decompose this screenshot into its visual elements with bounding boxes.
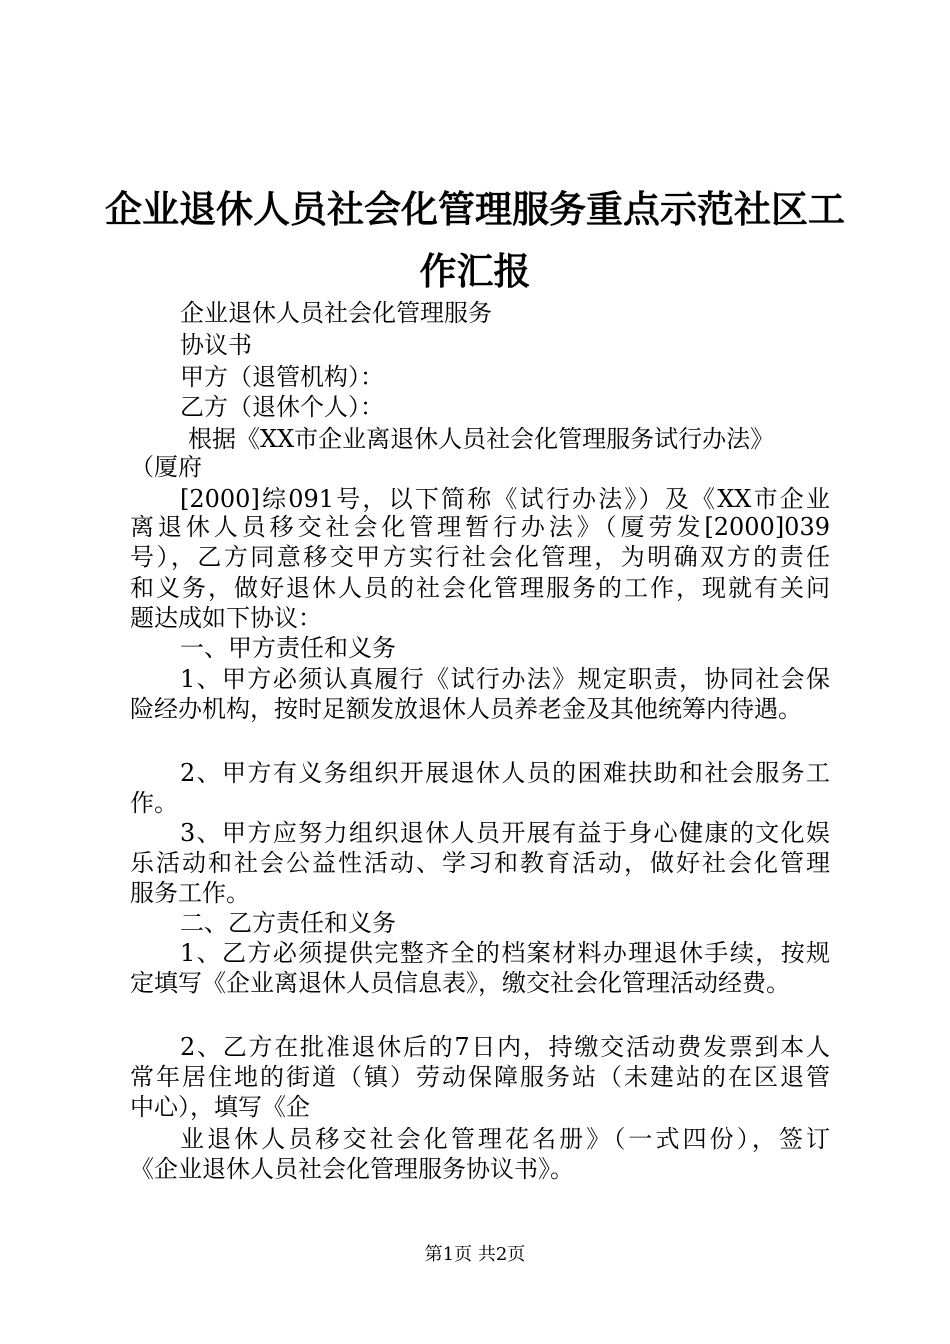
body-line: 企业退休人员社会化管理服务 xyxy=(180,299,492,327)
body-line: 2、甲方有义务组织开展退休人员的困难扶助和社会服务工 xyxy=(180,759,830,787)
section-heading: 一、甲方责任和义务 xyxy=(180,634,396,662)
section-heading: 二、乙方责任和义务 xyxy=(180,909,396,937)
body-line: [2000]综091号，以下简称《试行办法》）及《XX市企业 xyxy=(180,485,830,513)
body-line: 中心），填写《企 xyxy=(130,1093,310,1121)
body-line: 定填写《企业离退休人员信息表》，缴交社会化管理活动经费。 xyxy=(130,969,790,997)
body-line: 1、乙方必须提供完整齐全的档案材料办理退休手续，按规 xyxy=(180,939,830,967)
body-line: 1、甲方必须认真履行《试行办法》规定职责，协同社会保 xyxy=(180,665,830,693)
body-line: 甲方（退管机构）： xyxy=(180,363,384,391)
body-line: 号），乙方同意移交甲方实行社会化管理，为明确双方的责任 xyxy=(130,543,830,571)
body-line: 《企业退休人员社会化管理服务协议书》。 xyxy=(130,1155,574,1183)
document-title-line-2: 作汇报 xyxy=(419,250,531,293)
body-line: 3、甲方应努力组织退休人员开展有益于身心健康的文化娱 xyxy=(180,819,830,847)
body-line: 作。 xyxy=(130,789,178,817)
body-line: 根据《XX市企业离退休人员社会化管理服务试行办法》 xyxy=(188,425,775,453)
body-line: 乐活动和社会公益性活动、学习和教育活动，做好社会化管理 xyxy=(130,849,830,877)
body-line: （厦府 xyxy=(130,453,202,481)
body-line: 服务工作。 xyxy=(130,879,250,907)
body-line: 业退休人员移交社会化管理花名册》（一式四份），签订 xyxy=(180,1125,830,1153)
document-title-line-1: 企业退休人员社会化管理服务重点示范社区工 xyxy=(105,188,845,231)
body-line: 险经办机构，按时足额发放退休人员养老金及其他统筹内待遇。 xyxy=(130,695,802,723)
body-line: 协议书 xyxy=(180,331,252,359)
body-line: 和义务，做好退休人员的社会化管理服务的工作，现就有关问 xyxy=(130,574,830,602)
body-line: 2、乙方在批准退休后的7日内，持缴交活动费发票到本人 xyxy=(180,1033,830,1061)
body-line: 乙方（退休个人）： xyxy=(180,393,384,421)
body-line: 离退休人员移交社会化管理暂行办法》（厦劳发[2000]039 xyxy=(130,513,830,541)
body-line: 常年居住地的街道（镇）劳动保障服务站（未建站的在区退管 xyxy=(130,1063,830,1091)
body-line: 题达成如下协议： xyxy=(130,604,322,632)
page-number-footer: 第1页 共2页 xyxy=(424,1244,526,1265)
